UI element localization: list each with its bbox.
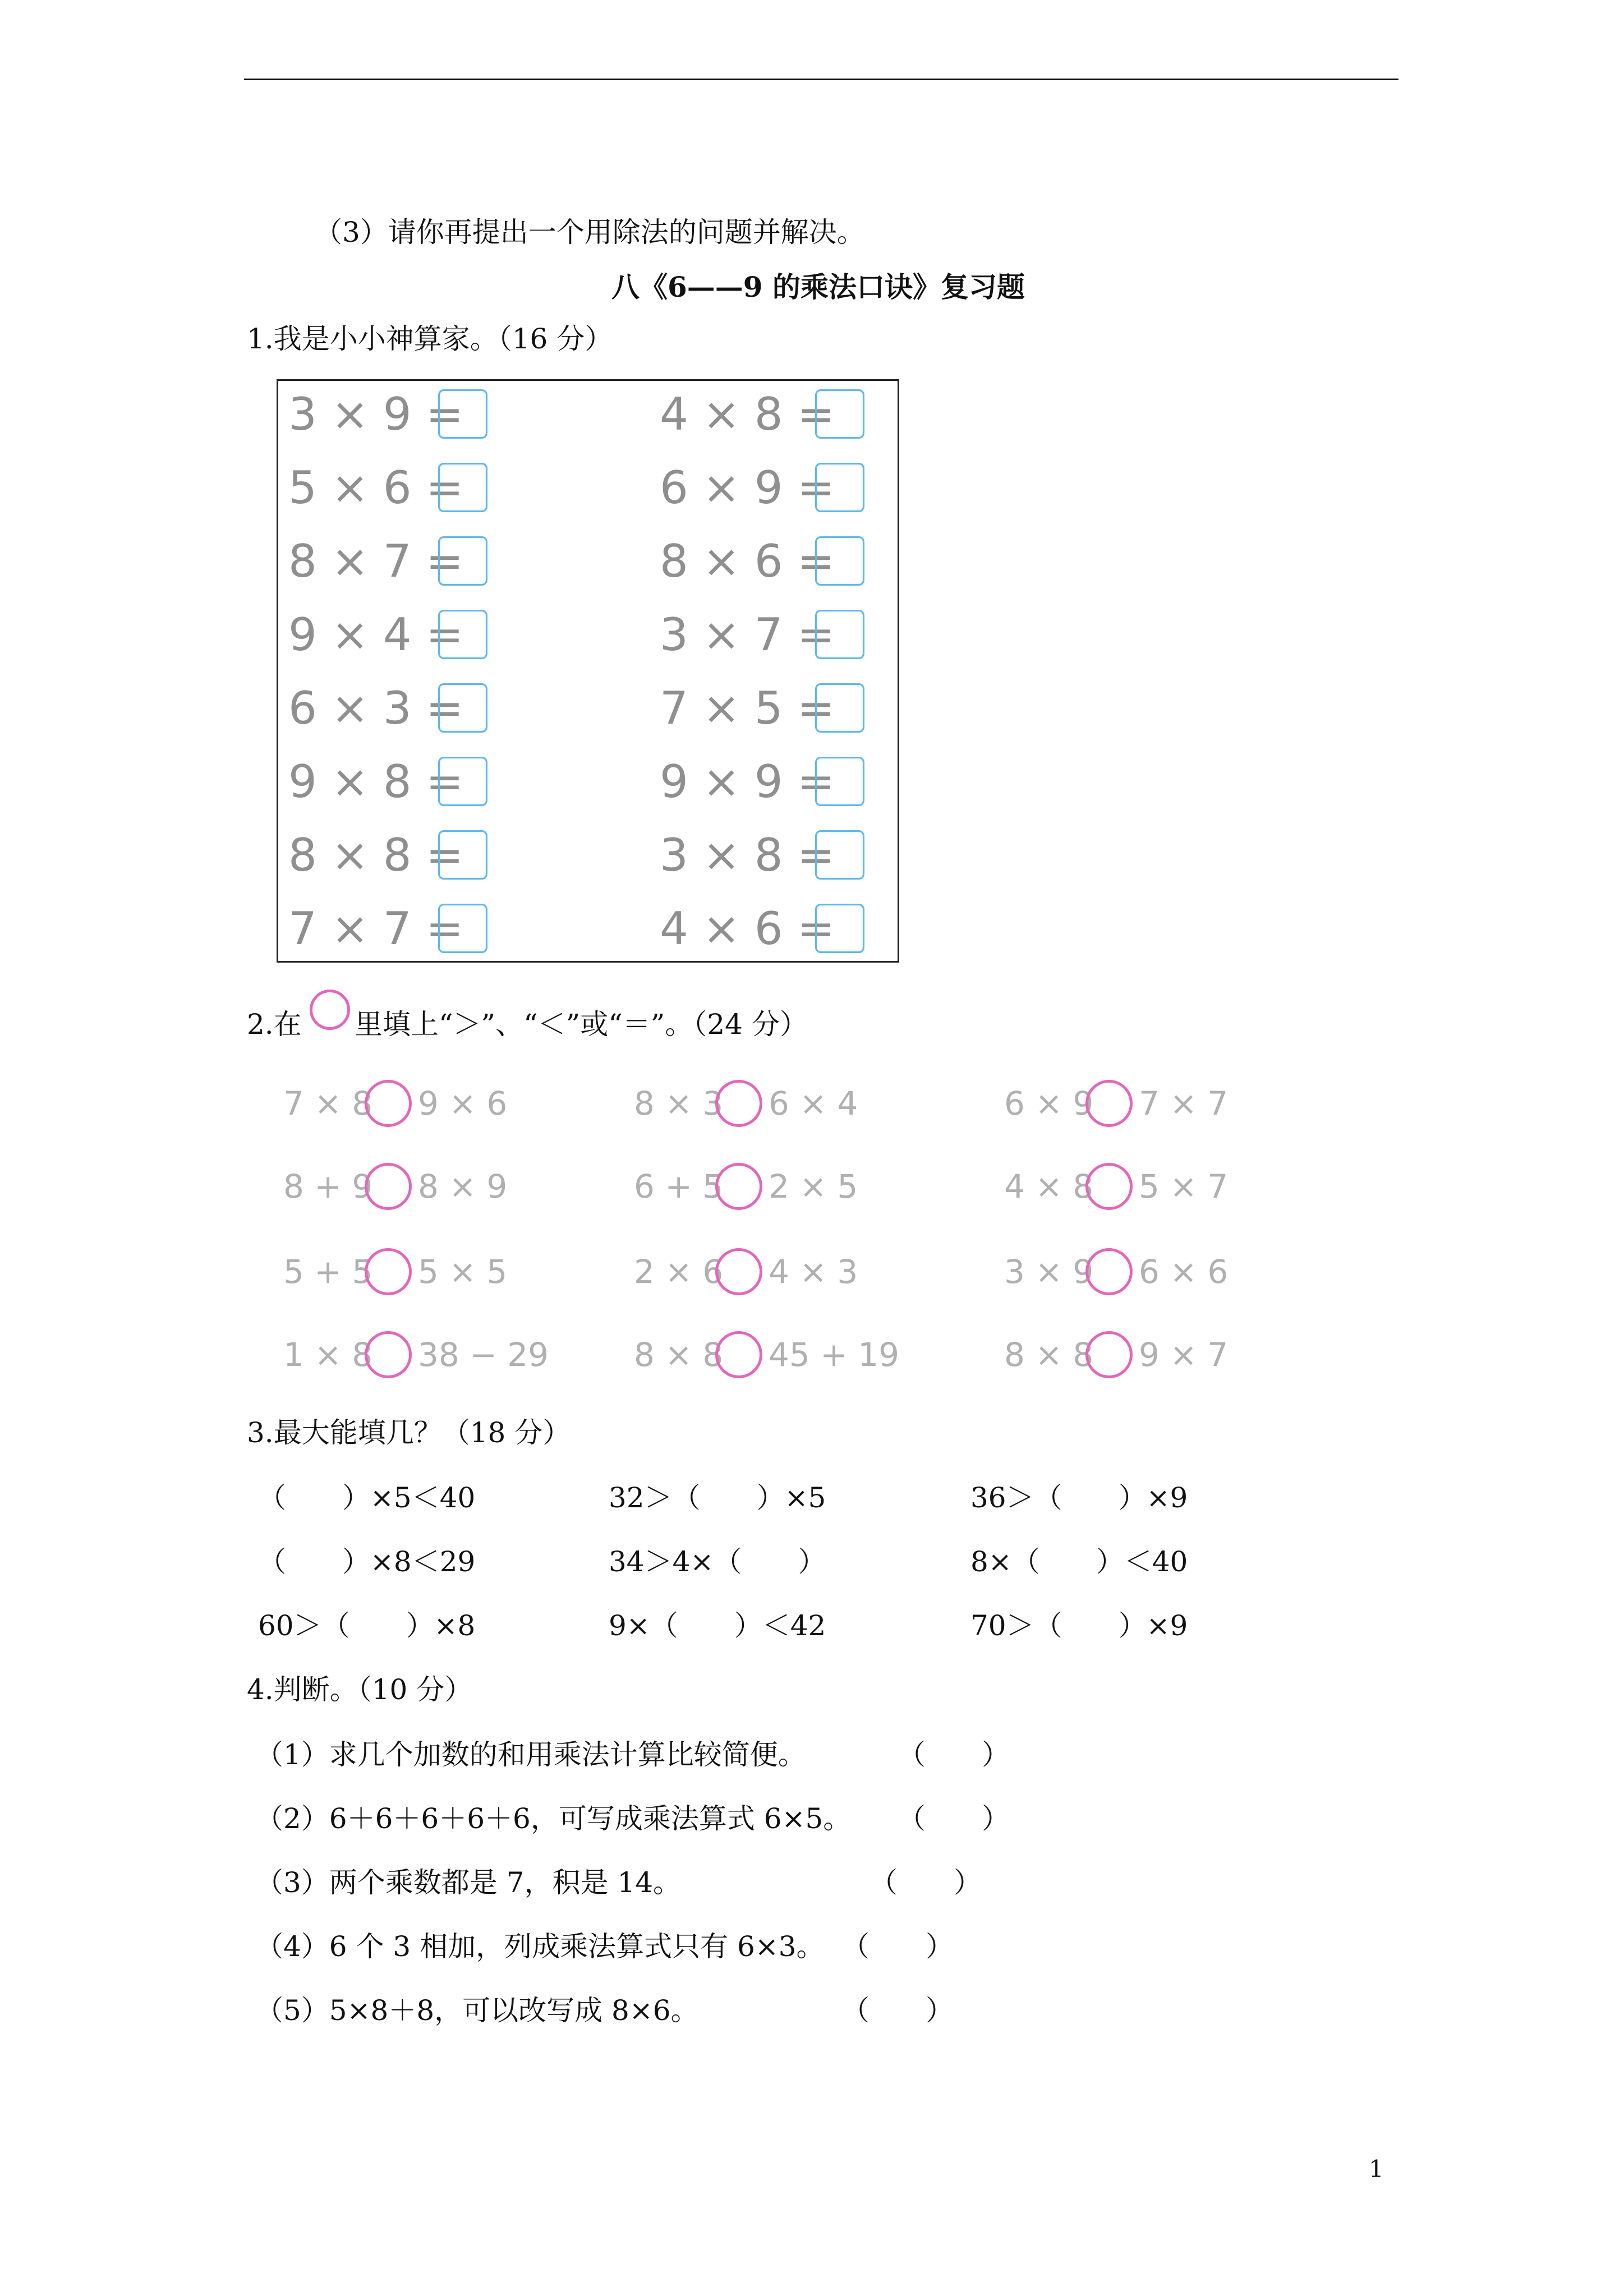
q1-answer-box[interactable] <box>438 536 487 586</box>
q1-answer-box[interactable] <box>815 683 864 733</box>
q2-right-expr: 9 × 7 <box>1139 1336 1229 1374</box>
section-title: 八《6——9 的乘法口诀》复习题 <box>611 270 1025 303</box>
q3-item: 32＞（ ）×5 <box>609 1481 826 1514</box>
q1-eq-right-8: 4 × 6 = <box>660 903 835 955</box>
q2-right-expr: 5 × 7 <box>1139 1167 1229 1205</box>
q1-answer-box[interactable] <box>438 463 487 512</box>
q2-left-expr: 3 × 9 <box>1004 1253 1094 1291</box>
circle-icon <box>310 990 350 1030</box>
q2-compare-circle[interactable] <box>365 1163 412 1210</box>
q1-eq-left-5: 6 × 3 = <box>288 682 464 734</box>
q4-answer-blank[interactable]: （ ） <box>898 1738 1010 1771</box>
q4-title: 4.判断。（10 分） <box>247 1673 473 1706</box>
q2-compare-circle[interactable] <box>715 1248 762 1295</box>
q1-eq-right-2: 6 × 9 = <box>660 462 835 514</box>
q3-item: 70＞（ ）×9 <box>970 1609 1188 1642</box>
q1-eq-left-7: 8 × 8 = <box>288 829 464 881</box>
q1-eq-left-3: 8 × 7 = <box>288 535 464 587</box>
q1-answer-box[interactable] <box>815 757 864 806</box>
q2-compare-circle[interactable] <box>365 1331 412 1378</box>
q4-statement: （4）6 个 3 相加，列成乘法算式只有 6×3。 <box>255 1930 825 1963</box>
q2-left-expr: 8 + 9 <box>283 1167 373 1205</box>
header-rule <box>244 79 1398 80</box>
q2-left-expr: 7 × 8 <box>283 1084 373 1122</box>
q3-item: （ ）×8＜29 <box>258 1545 476 1578</box>
q1-answer-box[interactable] <box>815 904 864 953</box>
q2-right-expr: 8 × 9 <box>418 1167 508 1205</box>
q2-title-pre: 2.在 <box>247 1008 302 1041</box>
q3-item: 60＞（ ）×8 <box>258 1609 476 1642</box>
q1-answer-box[interactable] <box>438 389 487 439</box>
q2-right-expr: 9 × 6 <box>418 1084 508 1122</box>
q2-compare-circle[interactable] <box>715 1163 762 1210</box>
q1-eq-right-4: 3 × 7 = <box>660 609 835 661</box>
q3-item: 36＞（ ）×9 <box>970 1481 1188 1514</box>
q2-left-expr: 4 × 8 <box>1004 1167 1094 1205</box>
q3-item: 8×（ ）＜40 <box>970 1545 1188 1578</box>
q1-eq-right-6: 9 × 9 = <box>660 756 835 808</box>
q2-left-expr: 2 × 6 <box>634 1253 724 1291</box>
q2-left-expr: 8 × 8 <box>634 1336 724 1374</box>
q2-right-expr: 7 × 7 <box>1139 1084 1229 1122</box>
q2-left-expr: 8 × 3 <box>634 1084 724 1122</box>
q4-statement: （1）求几个加数的和用乘法计算比较简便。 <box>255 1738 806 1771</box>
q4-answer-blank[interactable]: （ ） <box>869 1866 982 1899</box>
q2-right-expr: 2 × 5 <box>769 1167 858 1205</box>
q2-left-expr: 8 × 8 <box>1004 1336 1094 1374</box>
q4-statement: （5）5×8＋8，可以改写成 8×6。 <box>255 1994 699 2027</box>
q3-item: （ ）×5＜40 <box>258 1481 476 1514</box>
prev-question: （3）请你再提出一个用除法的问题并解决。 <box>314 216 865 249</box>
q1-answer-box[interactable] <box>438 830 487 880</box>
q2-compare-circle[interactable] <box>715 1331 762 1378</box>
q1-eq-right-3: 8 × 6 = <box>660 535 835 587</box>
q3-item: 9×（ ）＜42 <box>609 1609 826 1642</box>
q1-answer-box[interactable] <box>438 757 487 806</box>
q1-eq-right-7: 3 × 8 = <box>660 829 835 881</box>
q1-eq-left-4: 9 × 4 = <box>288 609 464 661</box>
q1-eq-left-1: 3 × 9 = <box>288 388 464 440</box>
q1-eq-left-2: 5 × 6 = <box>288 462 464 514</box>
q2-compare-circle[interactable] <box>715 1080 762 1127</box>
q1-answer-box[interactable] <box>815 389 864 439</box>
q2-right-expr: 6 × 4 <box>769 1084 858 1122</box>
q1-answer-box[interactable] <box>815 830 864 880</box>
q4-statement: （3）两个乘数都是 7，积是 14。 <box>255 1866 682 1899</box>
q2-left-expr: 6 × 9 <box>1004 1084 1094 1122</box>
q2-right-expr: 6 × 6 <box>1139 1253 1229 1291</box>
q1-title: 1.我是小小神算家。（16 分） <box>247 323 613 355</box>
q2-right-expr: 45 + 19 <box>769 1336 900 1374</box>
q1-answer-box[interactable] <box>815 610 864 659</box>
q2-left-expr: 6 + 5 <box>634 1167 724 1205</box>
q1-eq-left-8: 7 × 7 = <box>288 903 464 955</box>
q2-right-expr: 4 × 3 <box>769 1253 858 1291</box>
q1-eq-right-1: 4 × 8 = <box>660 388 835 440</box>
q2-compare-circle[interactable] <box>1085 1248 1133 1295</box>
q2-right-expr: 38 − 29 <box>418 1336 549 1374</box>
q1-answer-box[interactable] <box>815 463 864 512</box>
q3-item: 34＞4×（ ） <box>609 1545 826 1578</box>
q1-eq-left-6: 9 × 8 = <box>288 756 464 808</box>
q2-left-expr: 5 + 5 <box>283 1253 373 1291</box>
q2-compare-circle[interactable] <box>1085 1080 1133 1127</box>
q2-compare-circle[interactable] <box>365 1248 412 1295</box>
q4-statement: （2）6＋6＋6＋6＋6，可写成乘法算式 6×5。 <box>255 1802 852 1835</box>
q1-answer-box[interactable] <box>438 610 487 659</box>
q2-compare-circle[interactable] <box>1085 1163 1133 1210</box>
q2-title-post: 里填上“＞”、“＜”或“＝”。（24 分） <box>355 1008 808 1041</box>
q1-answer-box[interactable] <box>815 536 864 586</box>
q3-title: 3.最大能填几？（18 分） <box>247 1416 571 1449</box>
page-number: 1 <box>1369 2155 1384 2183</box>
q2-right-expr: 5 × 5 <box>418 1253 508 1291</box>
q4-answer-blank[interactable]: （ ） <box>898 1802 1010 1835</box>
q2-left-expr: 1 × 8 <box>283 1336 373 1374</box>
q1-answer-box[interactable] <box>438 904 487 953</box>
q2-compare-circle[interactable] <box>1085 1331 1133 1378</box>
q4-answer-blank[interactable]: （ ） <box>841 1930 954 1963</box>
q2-compare-circle[interactable] <box>365 1080 412 1127</box>
q1-answer-box[interactable] <box>438 683 487 733</box>
q4-answer-blank[interactable]: （ ） <box>841 1994 954 2027</box>
q1-eq-right-5: 7 × 5 = <box>660 682 835 734</box>
q1-box <box>277 379 899 963</box>
